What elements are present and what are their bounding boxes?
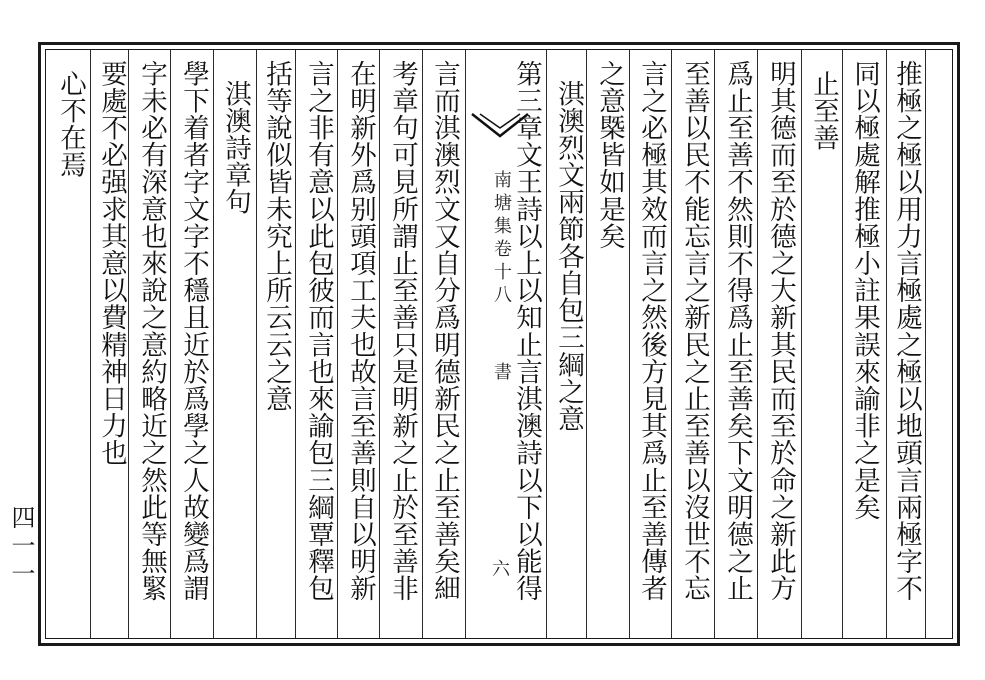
text-column: 言之必極其效而言之然後方見其爲止至善傳者 [636,60,667,602]
margin-page-number: 四一一 [7,505,35,589]
text-column: 要處不必强求其意以費精神日力也 [96,60,127,467]
column-rule [213,50,214,638]
text-column: 推極之極以用力言極處之極以地頭言兩極字不 [891,60,922,602]
text-column: 爲止至善不然則不得爲止至善矣下文明德之止 [722,60,753,602]
column-rule [886,50,887,638]
text-column: 明其德而至於德之大新其民而至於命之新此方 [765,60,796,602]
fish-tail-mark-icon [470,112,530,146]
column-rule [757,50,758,638]
text-column: 淇澳烈文兩節各自包三綱之意 [553,80,584,433]
column-rule [422,50,423,638]
text-column: 同以極處解推極小註果誤來諭非之是矣 [849,60,880,521]
column-rule [379,50,380,638]
column-rule [801,50,802,638]
column-rule [90,50,91,638]
leaf-number: 六 [492,559,510,580]
column-rule [714,50,715,638]
column-rule [170,50,171,638]
column-rule [671,50,672,638]
text-column: 考章句可見所謂止至善只是明新之止於至善非 [387,60,418,602]
section-heading: 心不在焉 [55,70,86,179]
text-column: 在明新外爲别頭項工夫也故言至善則自以明新 [345,60,376,602]
section-heading: 淇澳詩章句 [220,80,251,216]
column-rule [842,50,843,638]
column-rule [295,50,296,638]
text-column: 第三章文王詩以上以知止言淇澳詩以下以能得 [511,60,542,602]
text-column: 至善以民不能忘言之新民之止至善以沒世不忘 [679,60,710,602]
column-rule [128,50,129,638]
column-rule [337,50,338,638]
text-column: 括等說似皆未究上所云云之意 [261,60,292,413]
column-rule [465,50,466,638]
text-column: 字未必有深意也來說之意約略近之然此等無緊 [136,60,167,602]
column-rule [629,50,630,638]
section-heading: 止至善 [808,70,839,152]
text-column: 學下着者字文字不穩且近於爲學之人故變爲謂 [178,60,209,602]
column-rule [925,50,926,638]
column-rule [256,50,257,638]
text-column: 言而淇澳烈文又自分爲明德新民之止至善矣細 [429,60,460,602]
text-column: 之意槩皆如是矣 [594,60,625,250]
section-label: 書 [491,362,512,385]
column-rule [546,50,547,638]
column-rule [586,50,587,638]
text-column: 言之非有意以此包彼而言也來諭包三綱覃釋包 [303,60,334,602]
book-title: 南塘集卷十八 [491,170,512,308]
